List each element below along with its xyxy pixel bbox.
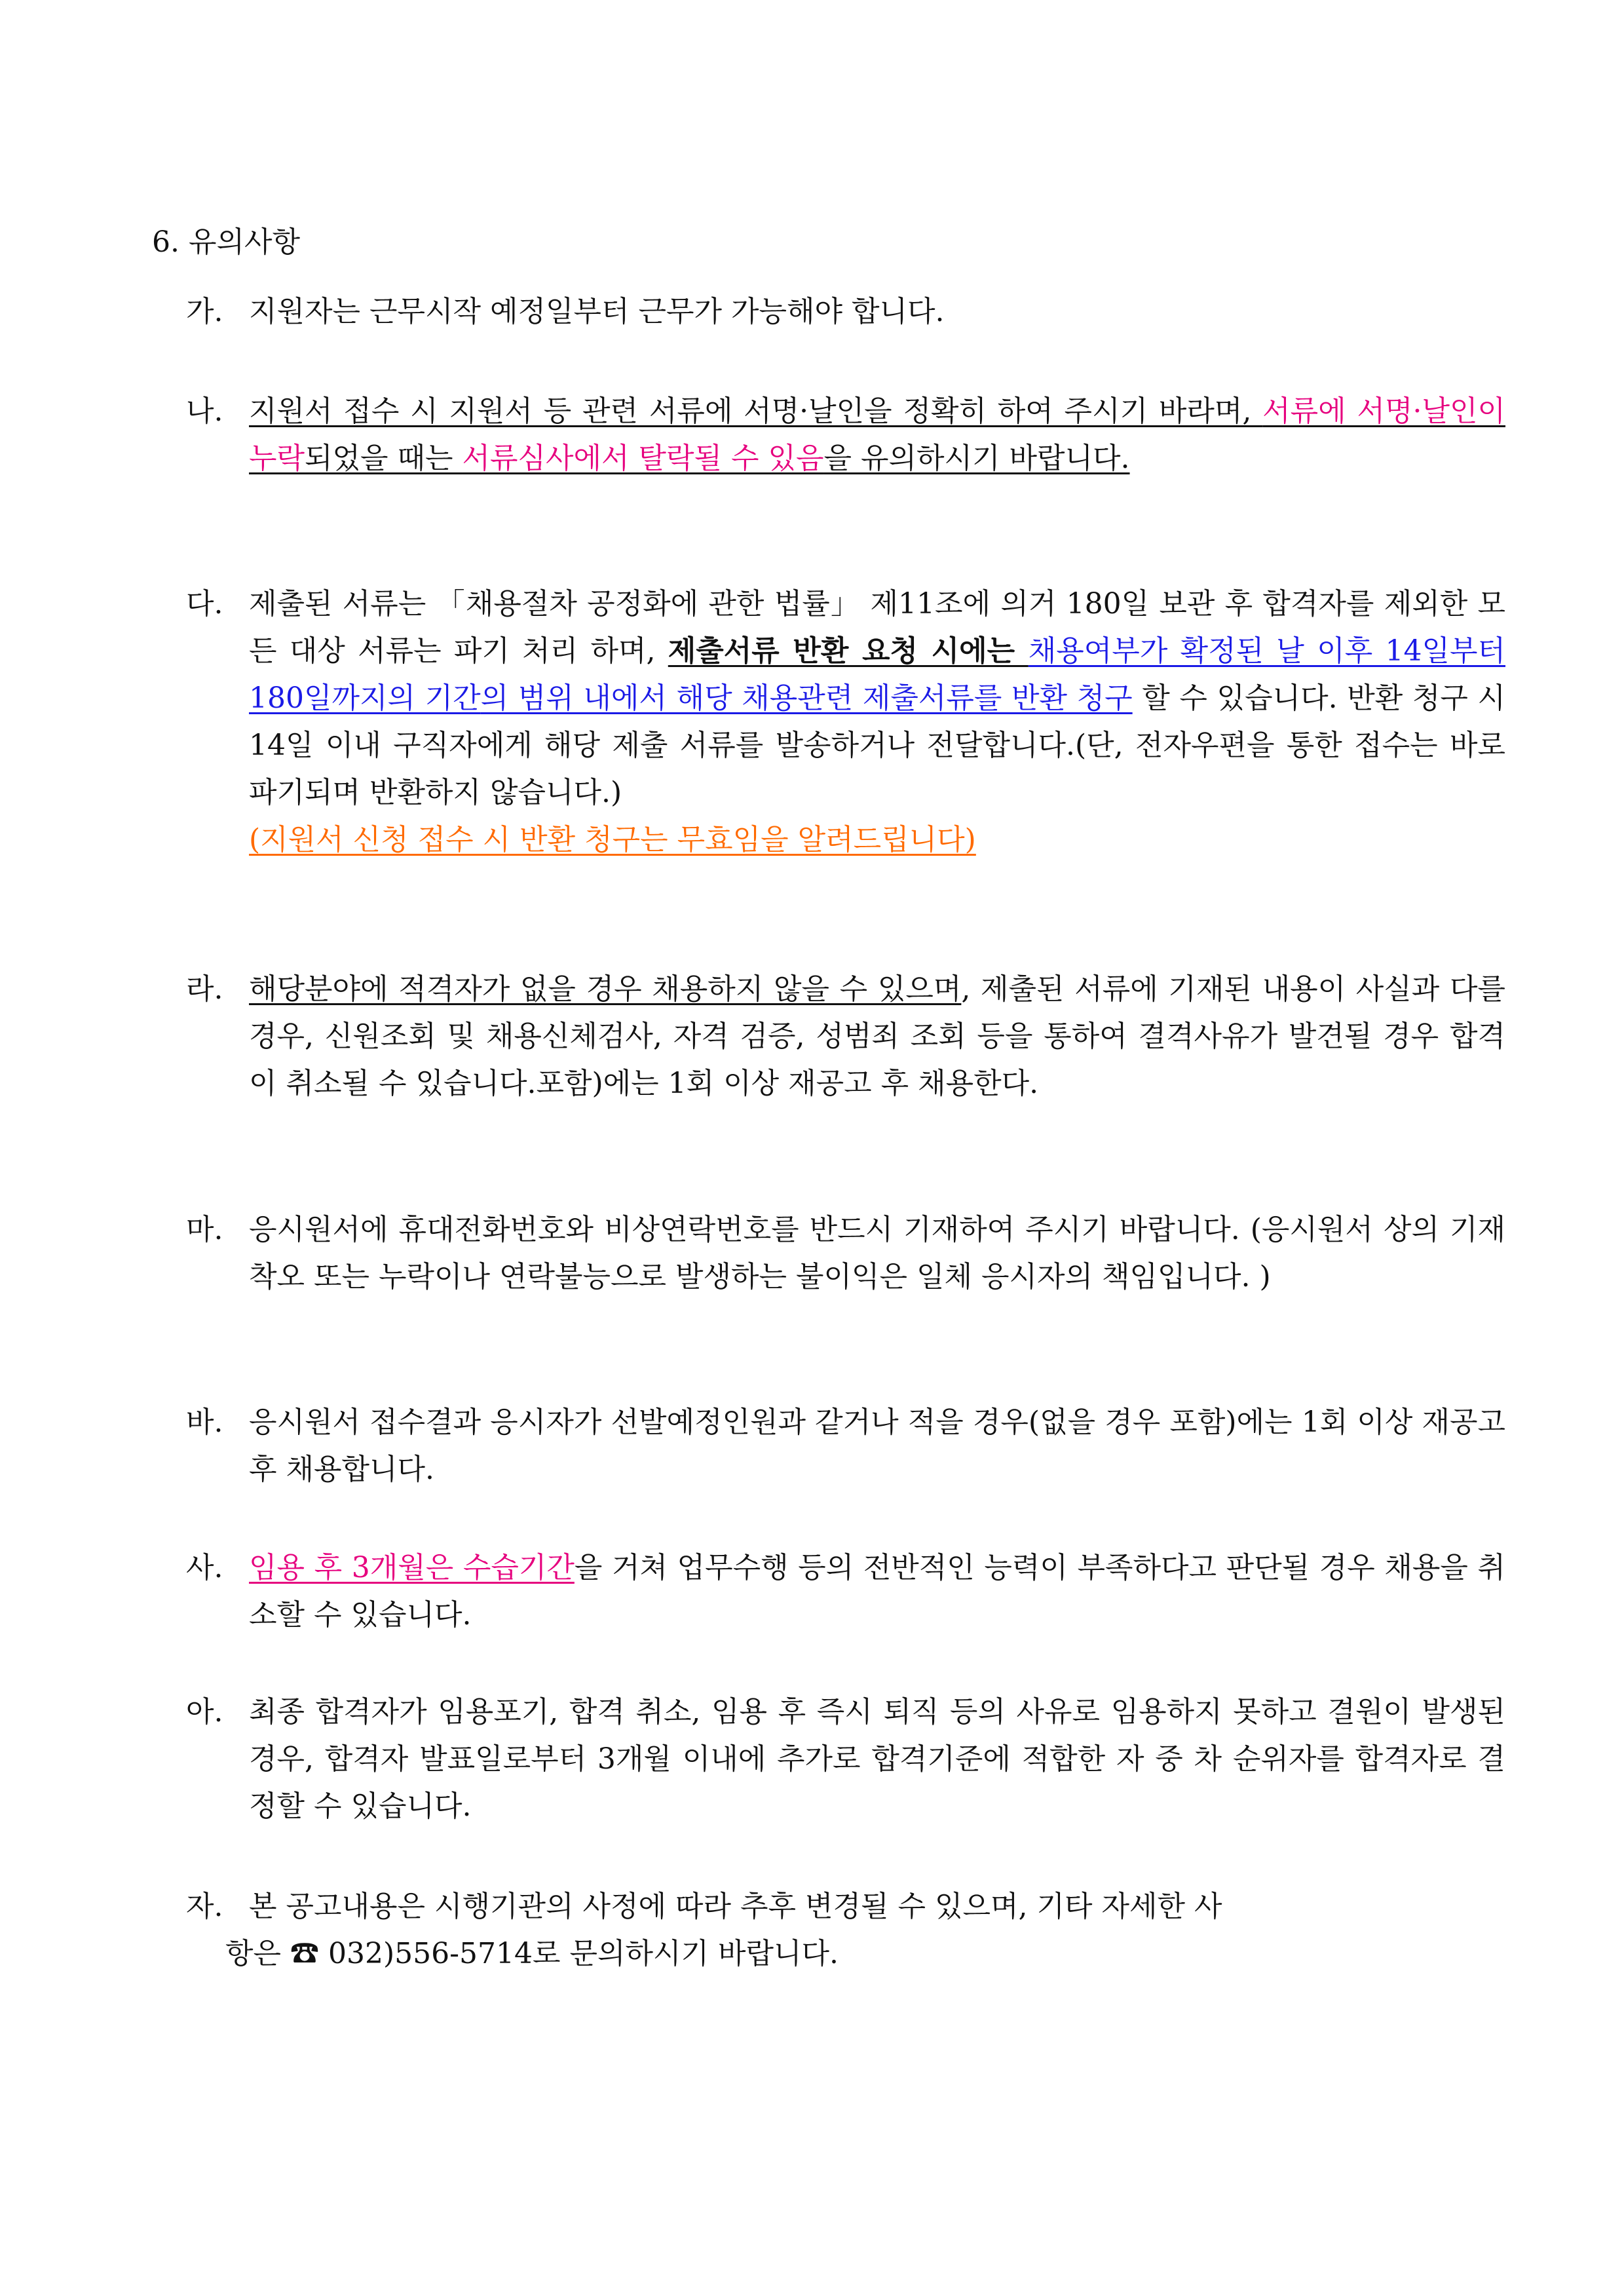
item-marker: 아. bbox=[186, 1695, 223, 1729]
highlight-return-claim: 의 범위 내에서 해당 채용관련 제출서류를 반환 청구 bbox=[480, 681, 1133, 715]
notice-item-ja bbox=[186, 1883, 1505, 1978]
notice-item-ra bbox=[186, 966, 1505, 1107]
item-marker: 자. bbox=[186, 1890, 223, 1923]
highlight-probation: 임용 후 3개월은 수습기간 bbox=[249, 1551, 575, 1584]
item-text bbox=[249, 1544, 1505, 1639]
highlight-return-request: 제출서류 반환 요청 시에는 bbox=[668, 634, 1029, 668]
highlight-elimination: 서류심사에서 탈락될 수 있음 bbox=[462, 442, 824, 475]
item-text bbox=[249, 581, 1505, 816]
item-text-line1: 본 공고내용은 시행기관의 사정에 따라 추후 변경될 수 있으며, 기타 자세한 사 bbox=[249, 1890, 1222, 1923]
highlight-no-hire: 해당분야에 적격자가 없을 경우 채용하지 않을 수 있으며 bbox=[249, 972, 962, 1006]
notice-item-ga bbox=[186, 288, 1505, 335]
item-marker: 가. bbox=[186, 295, 223, 328]
item-marker: 바. bbox=[186, 1406, 223, 1439]
item-marker: 사. bbox=[186, 1551, 223, 1584]
highlight-return-period: 채용여부가 확정된 날 이후 14일부터 180일까지의 기간 bbox=[249, 634, 1505, 715]
item-text bbox=[249, 966, 1505, 1107]
notice-item-ma bbox=[186, 1206, 1505, 1301]
item-marker: 다. bbox=[186, 587, 223, 621]
highlight-note-invalid: (지원서 신청 접수 시 반환 청구는 무효임을 알려드립니다) bbox=[249, 823, 976, 856]
text-segment: 항은 bbox=[225, 1937, 290, 1970]
item-text: 최종 합격자가 임용포기, 합격 취소, 임용 후 즉시 퇴직 등의 사유로 임용하지 못하고 결원이 발생된 경우, 합격자 발표일로부터 3개월 이내에 추가로 합격기준에 적합한 자 중 차 순위자를 합격자로 결정할 수 있습니다. bbox=[249, 1695, 1505, 1823]
notice-item-a bbox=[186, 1689, 1505, 1830]
item-text: 응시원서 접수결과 응시자가 선발예정인원과 같거나 적을 경우(없을 경우 포함)에는 1회 이상 재공고 후 채용합니다. bbox=[249, 1406, 1505, 1486]
item-marker: 나. bbox=[186, 394, 223, 428]
text-segment: 제출된 서류는 「채용절차 공정화에 관한 법률」 제11조에 의거 180일 보관 후 합격자를 제외한 모든 대상 서류는 파기 처리 하며, bbox=[249, 587, 1505, 668]
item-marker: 라. bbox=[186, 972, 223, 1006]
notice-item-ba bbox=[186, 1399, 1505, 1493]
notice-item-na bbox=[186, 388, 1505, 482]
notice-item-sa bbox=[186, 1544, 1505, 1639]
highlight-omission: 서류에 서명·날인이 누락 bbox=[249, 394, 1505, 475]
text-segment: 되었을 때는 bbox=[305, 442, 463, 475]
item-text: 응시원서에 휴대전화번호와 비상연락번호를 반드시 기재하여 주시기 바랍니다. (응시원서 상의 기재착오 또는 누락이나 연락불능으로 발생하는 불이익은 일체 응시자의 책임입니다. ) bbox=[249, 1213, 1505, 1293]
text-segment: 을 거쳐 업무수행 등의 전반적인 능력이 부족하다고 판단될 경우 채용을 취소할 수 있습니다. bbox=[249, 1551, 1505, 1632]
item-text bbox=[249, 388, 1505, 482]
text-segment: , 제출된 서류에 기재된 내용이 사실과 다를 경우, 신원조회 및 채용신체검사, 자격 검증, 성범죄 조회 등을 통하여 결격사유가 발견될 경우 합격이 취소될 수 있습니다.포함)에는 1회 이상 재공고 후 채용한다. bbox=[249, 972, 1505, 1100]
phone-contact: 032)556-5714로 문의하시기 바랍니다. bbox=[319, 1937, 839, 1970]
section-title: 6. 유의사항 bbox=[152, 225, 300, 259]
text-segment: 을 유의하시기 바랍니다. bbox=[823, 442, 1130, 475]
text-segment: 할 수 있습니다. 반환 청구 시 14일 이내 구직자에게 해당 제출 서류를 발송하거나 전달합니다.(단, 전자우편을 통한 접수는 바로 파기되며 반환하지 않습니다.) bbox=[249, 681, 1506, 809]
phone-icon: ☎ bbox=[290, 1937, 319, 1970]
item-text-line2 bbox=[225, 1930, 1505, 1978]
text-segment: 지원서 접수 시 지원서 등 관련 서류에 서명·날인을 정확히 하여 주시기 바라며, bbox=[249, 394, 1263, 428]
item-marker: 마. bbox=[186, 1213, 223, 1246]
item-text: 지원자는 근무시작 예정일부터 근무가 가능해야 합니다. bbox=[249, 295, 945, 328]
notice-item-da bbox=[186, 581, 1505, 864]
